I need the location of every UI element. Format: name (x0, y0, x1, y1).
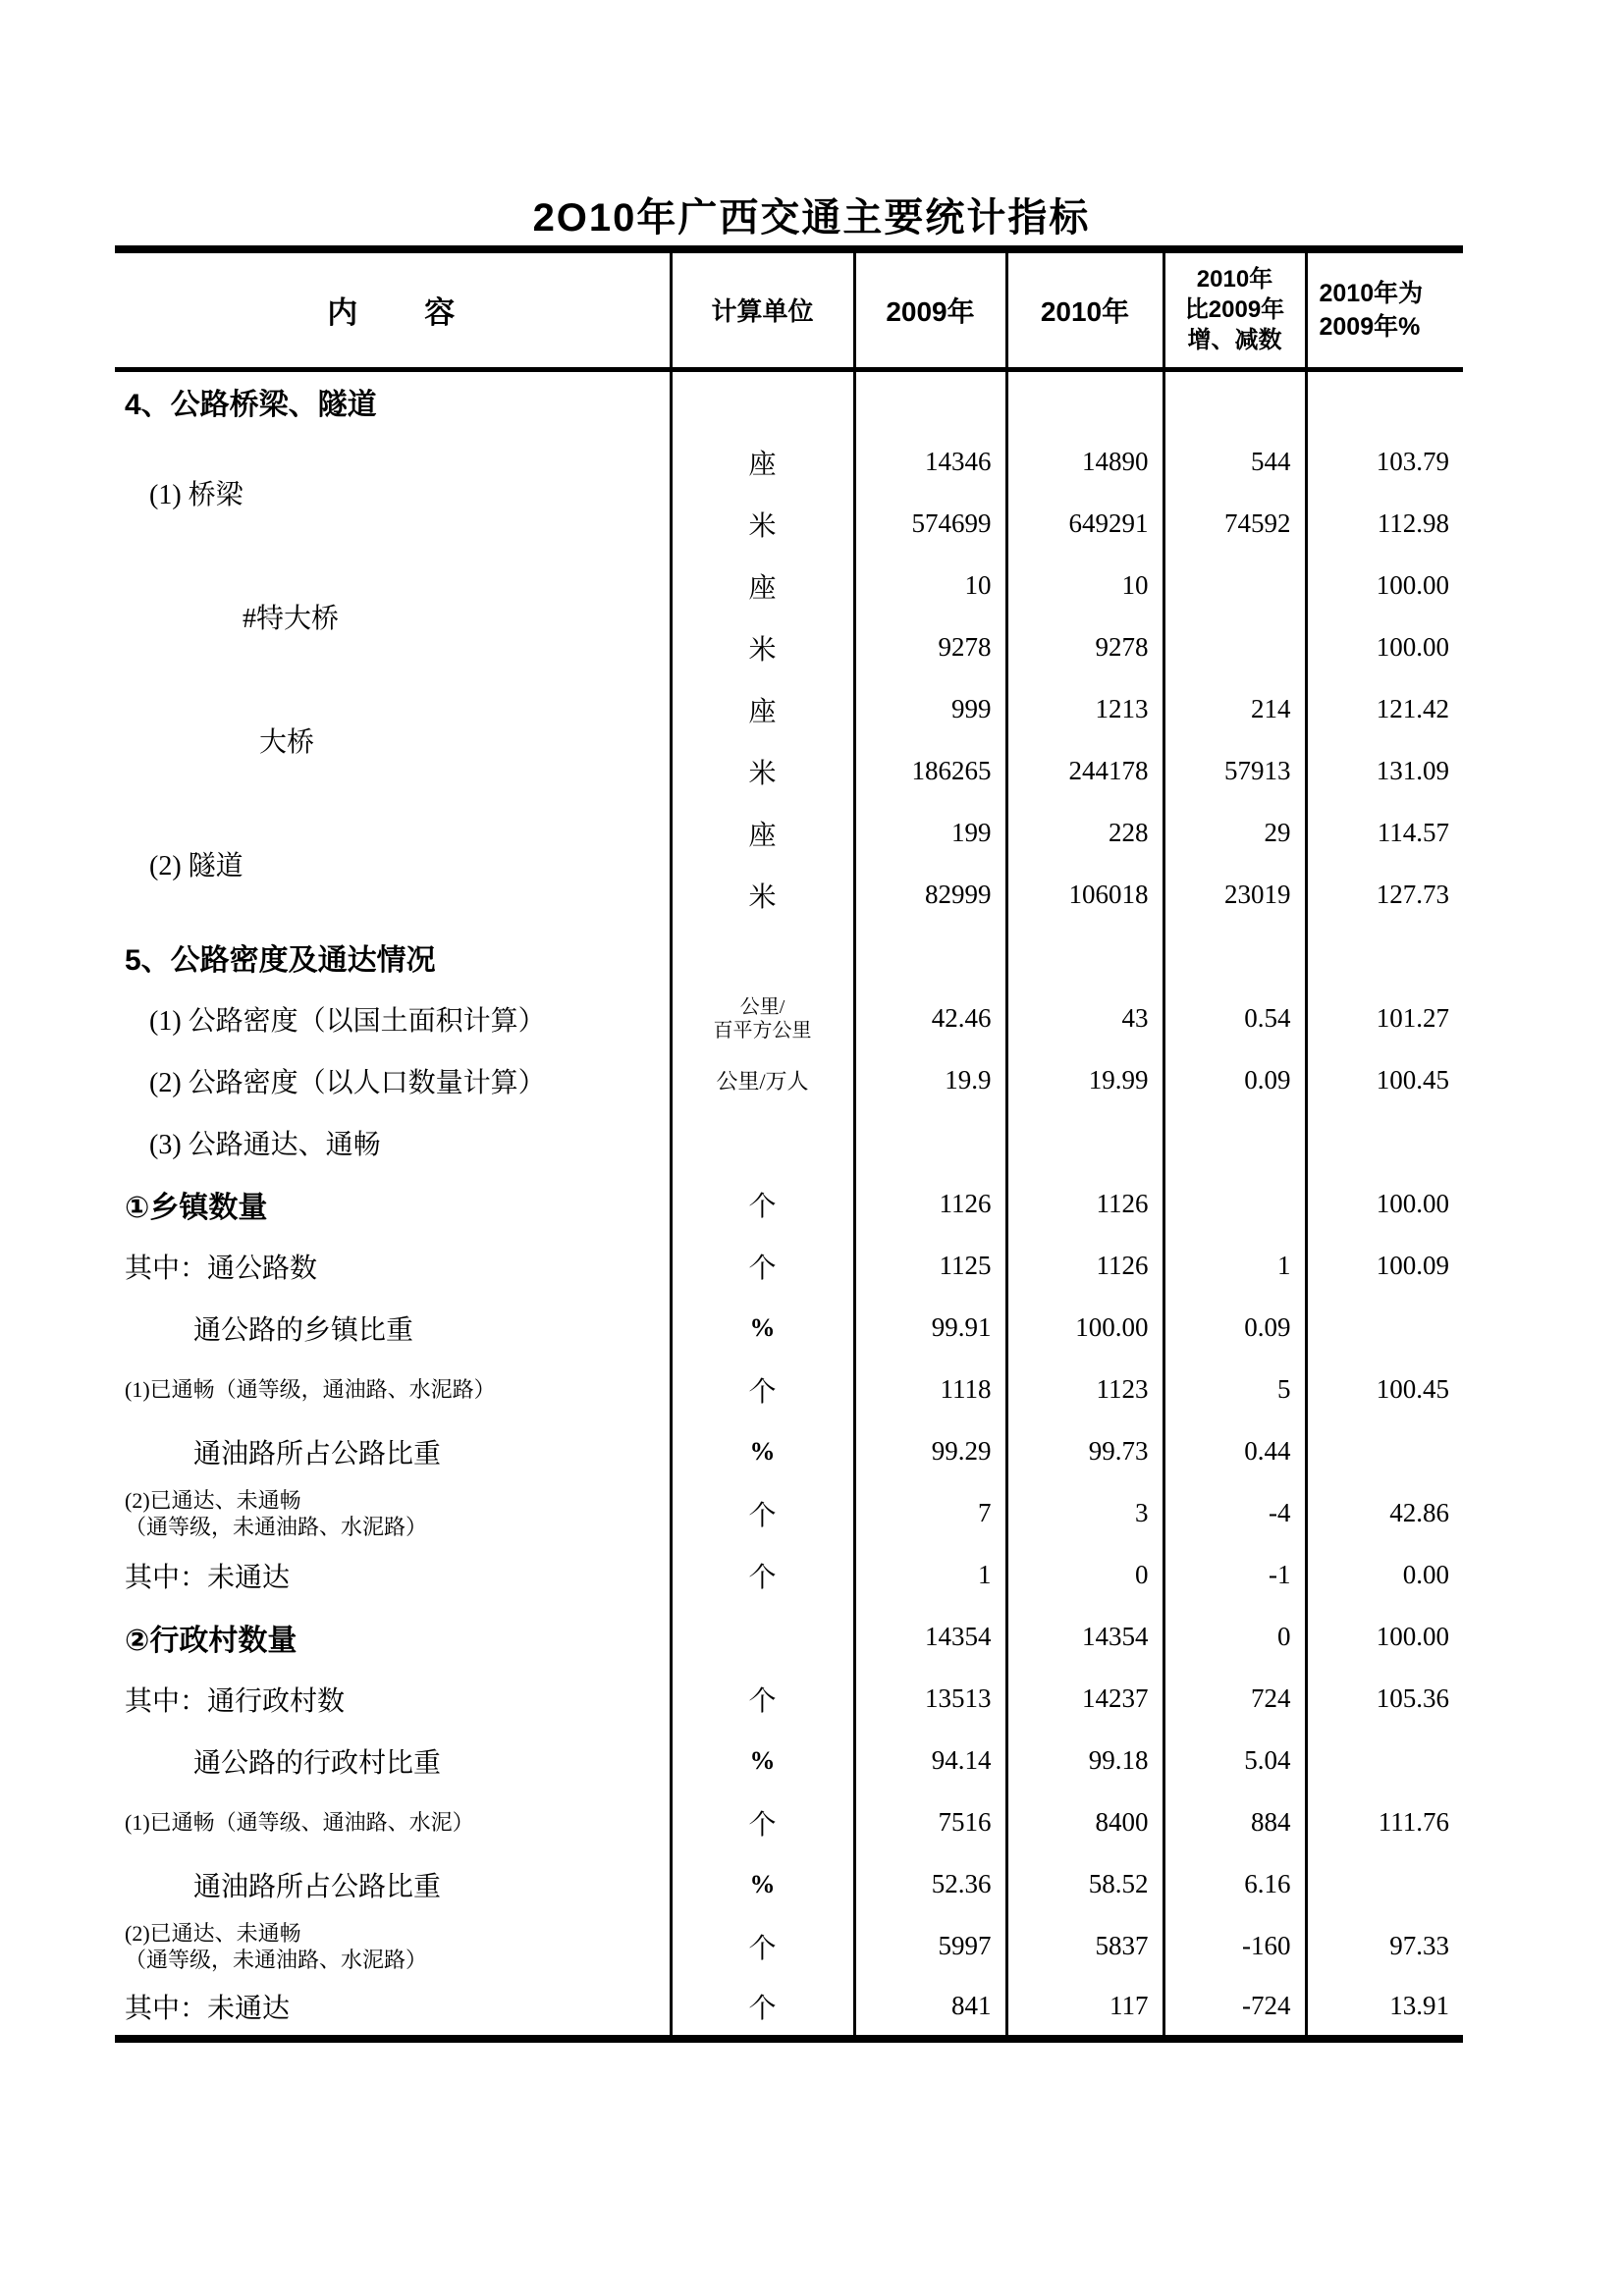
value-2009-cell: 82999 (854, 864, 1006, 926)
diff-cell: 0.44 (1163, 1420, 1306, 1482)
pct-cell: 127.73 (1306, 864, 1463, 926)
value-2009-cell: 999 (854, 678, 1006, 740)
value-2010-cell: 3 (1006, 1482, 1163, 1544)
pct-cell: 97.33 (1306, 1915, 1463, 1977)
row-label: 通油路所占公路比重 (193, 1871, 442, 1902)
value-2010-cell (1006, 926, 1163, 988)
value-2009-cell: 186265 (854, 740, 1006, 802)
row-label: 通油路所占公路比重 (193, 1438, 442, 1469)
value-2009-cell (854, 369, 1006, 431)
unit-cell: 公里/万人 (671, 1049, 854, 1111)
value-2009-cell: 1118 (854, 1359, 1006, 1420)
unit-cell: 米 (671, 616, 854, 678)
value-2009-cell: 99.29 (854, 1420, 1006, 1482)
row-label: 其中：通公路数 (125, 1253, 318, 1284)
section-row (115, 1173, 1463, 1235)
table-row (115, 1977, 1463, 2039)
col-header-2009: 2009年 (854, 249, 1006, 369)
diff-cell: 29 (1163, 802, 1306, 864)
diff-cell: -724 (1163, 1977, 1306, 2039)
pct-cell: 100.00 (1306, 1606, 1463, 1668)
row-label: 4、公路桥梁、隧道 (125, 388, 377, 421)
row-label: #特大桥 (243, 604, 340, 634)
header-row (115, 249, 1463, 369)
row-label: ②行政村数量 (125, 1624, 298, 1657)
unit-cell: 个 (671, 1791, 854, 1853)
value-2009-cell: 14354 (854, 1606, 1006, 1668)
pct-cell: 100.45 (1306, 1049, 1463, 1111)
page-title: 2O10年广西交通主要统计指标 (532, 196, 1091, 240)
row-label: 其中：未通达 (125, 1993, 291, 2024)
value-2010-cell: 10 (1006, 555, 1163, 616)
pct-cell: 103.79 (1306, 431, 1463, 493)
diff-cell: -1 (1163, 1544, 1306, 1606)
pct-cell (1306, 1420, 1463, 1482)
value-2010-cell: 0 (1006, 1544, 1163, 1606)
diff-cell: 0.09 (1163, 1049, 1306, 1111)
value-2010-cell: 1213 (1006, 678, 1163, 740)
value-2010-cell: 8400 (1006, 1791, 1163, 1853)
diff-cell: 544 (1163, 431, 1306, 493)
row-label: (3) 公路通达、通畅 (149, 1129, 381, 1160)
value-2009-cell: 574699 (854, 493, 1006, 555)
diff-cell: 0 (1163, 1606, 1306, 1668)
table-row (115, 1730, 1463, 1791)
value-2009-cell: 841 (854, 1977, 1006, 2039)
row-label: 通公路的行政村比重 (193, 1747, 442, 1779)
value-2009-cell: 7 (854, 1482, 1006, 1544)
unit-cell: 个 (671, 1482, 854, 1544)
diff-cell: 884 (1163, 1791, 1306, 1853)
value-2010-cell (1006, 1111, 1163, 1173)
value-2009-cell: 199 (854, 802, 1006, 864)
table-row (115, 1297, 1463, 1359)
value-2010-cell: 58.52 (1006, 1853, 1163, 1915)
value-2009-cell: 14346 (854, 431, 1006, 493)
pct-cell (1306, 1297, 1463, 1359)
value-2010-cell: 100.00 (1006, 1297, 1163, 1359)
table-row (115, 1111, 1463, 1173)
unit-cell: 座 (671, 555, 854, 616)
value-2009-cell: 1125 (854, 1235, 1006, 1297)
value-2010-cell: 1126 (1006, 1235, 1163, 1297)
diff-cell (1163, 555, 1306, 616)
value-2010-cell: 99.18 (1006, 1730, 1163, 1791)
unit-cell: 座 (671, 678, 854, 740)
diff-cell: 74592 (1163, 493, 1306, 555)
value-2010-cell: 1126 (1006, 1173, 1163, 1235)
unit-cell: % (671, 1730, 854, 1791)
table-row (115, 1235, 1463, 1297)
col-header-content: 内 容 (115, 249, 671, 369)
table-row (115, 802, 1463, 864)
diff-cell (1163, 616, 1306, 678)
unit-cell: 个 (671, 1915, 854, 1977)
pct-cell: 100.45 (1306, 1359, 1463, 1420)
row-label: 5、公路密度及通达情况 (125, 943, 436, 977)
diff-cell (1163, 1111, 1306, 1173)
diff-cell: 6.16 (1163, 1853, 1306, 1915)
pct-cell: 112.98 (1306, 493, 1463, 555)
row-label: (2) 隧道 (149, 851, 243, 881)
unit-cell: 个 (671, 1359, 854, 1420)
value-2010-cell: 19.99 (1006, 1049, 1163, 1111)
unit-cell: 个 (671, 1977, 854, 2039)
diff-cell (1163, 369, 1306, 431)
table-row (115, 988, 1463, 1049)
value-2009-cell: 10 (854, 555, 1006, 616)
pct-cell (1306, 369, 1463, 431)
diff-cell: 5.04 (1163, 1730, 1306, 1791)
pct-cell: 100.09 (1306, 1235, 1463, 1297)
diff-cell: 0.54 (1163, 988, 1306, 1049)
pct-cell (1306, 1853, 1463, 1915)
pct-cell: 42.86 (1306, 1482, 1463, 1544)
diff-cell: 0.09 (1163, 1297, 1306, 1359)
value-2010-cell: 99.73 (1006, 1420, 1163, 1482)
pct-cell: 131.09 (1306, 740, 1463, 802)
value-2009-cell (854, 1111, 1006, 1173)
value-2009-cell: 13513 (854, 1668, 1006, 1730)
unit-cell (671, 369, 854, 431)
value-2009-cell: 9278 (854, 616, 1006, 678)
value-2010-cell: 5837 (1006, 1915, 1163, 1977)
diff-cell: 214 (1163, 678, 1306, 740)
value-2010-cell: 244178 (1006, 740, 1163, 802)
unit-cell: 米 (671, 864, 854, 926)
diff-cell: 724 (1163, 1668, 1306, 1730)
table-row (115, 431, 1463, 493)
col-header-unit: 计算单位 (671, 249, 854, 369)
value-2009-cell: 42.46 (854, 988, 1006, 1049)
diff-cell (1163, 926, 1306, 988)
row-label: (1)已通畅（通等级、通油路、水泥） (125, 1810, 474, 1835)
unit-cell: 个 (671, 1235, 854, 1297)
unit-cell: 个 (671, 1173, 854, 1235)
value-2010-cell: 14354 (1006, 1606, 1163, 1668)
pct-cell: 100.00 (1306, 555, 1463, 616)
value-2009-cell: 1126 (854, 1173, 1006, 1235)
table-row (115, 1853, 1463, 1915)
unit-cell: 公里/ 百平方公里 (671, 988, 854, 1049)
pct-cell (1306, 1730, 1463, 1791)
value-2009-cell: 94.14 (854, 1730, 1006, 1791)
unit-cell (671, 1606, 854, 1668)
row-label: 通公路的乡镇比重 (193, 1314, 414, 1346)
value-2010-cell: 228 (1006, 802, 1163, 864)
col-header-diff: 2010年 比2009年 增、减数 (1163, 249, 1306, 369)
row-label: 其中：通行政村数 (125, 1685, 346, 1717)
unit-cell (671, 926, 854, 988)
row-label: (1)已通畅（通等级，通油路、水泥路） (125, 1377, 496, 1402)
table-row (115, 678, 1463, 740)
value-2010-cell: 117 (1006, 1977, 1163, 2039)
pct-cell: 111.76 (1306, 1791, 1463, 1853)
table-row (115, 1420, 1463, 1482)
section-row (115, 1606, 1463, 1668)
table-row (115, 1482, 1463, 1544)
row-label: (2)已通达、未通畅 （通等级，未通油路、水泥路） (125, 1487, 428, 1539)
row-label: 其中：未通达 (125, 1562, 291, 1593)
table-row (115, 555, 1463, 616)
table-row (115, 1049, 1463, 1111)
unit-cell: % (671, 1853, 854, 1915)
value-2010-cell: 106018 (1006, 864, 1163, 926)
pct-cell (1306, 1111, 1463, 1173)
section-row (115, 926, 1463, 988)
pct-cell: 0.00 (1306, 1544, 1463, 1606)
diff-cell: -4 (1163, 1482, 1306, 1544)
unit-cell: 座 (671, 431, 854, 493)
col-header-2010: 2010年 (1006, 249, 1163, 369)
unit-cell: 个 (671, 1544, 854, 1606)
pct-cell: 13.91 (1306, 1977, 1463, 2039)
value-2009-cell: 1 (854, 1544, 1006, 1606)
value-2009-cell: 52.36 (854, 1853, 1006, 1915)
value-2010-cell: 649291 (1006, 493, 1163, 555)
pct-cell: 114.57 (1306, 802, 1463, 864)
row-label: (1) 桥梁 (149, 480, 243, 510)
pct-cell: 100.00 (1306, 616, 1463, 678)
diff-cell: 57913 (1163, 740, 1306, 802)
col-header-pct: 2010年为 2009年% (1306, 249, 1463, 369)
value-2010-cell: 14237 (1006, 1668, 1163, 1730)
pct-cell (1306, 926, 1463, 988)
row-label: (2) 公路密度（以人口数量计算） (149, 1067, 546, 1098)
row-label: ①乡镇数量 (125, 1191, 268, 1224)
unit-cell: 米 (671, 493, 854, 555)
value-2010-cell: 1123 (1006, 1359, 1163, 1420)
value-2010-cell (1006, 369, 1163, 431)
value-2010-cell: 14890 (1006, 431, 1163, 493)
table-row (115, 1791, 1463, 1853)
unit-cell: % (671, 1420, 854, 1482)
pct-cell: 100.00 (1306, 1173, 1463, 1235)
unit-cell: % (671, 1297, 854, 1359)
value-2009-cell: 19.9 (854, 1049, 1006, 1111)
row-label: 大桥 (259, 727, 315, 758)
diff-cell: -160 (1163, 1915, 1306, 1977)
value-2010-cell: 43 (1006, 988, 1163, 1049)
table-row (115, 1668, 1463, 1730)
unit-cell: 座 (671, 802, 854, 864)
value-2009-cell: 7516 (854, 1791, 1006, 1853)
pct-cell: 121.42 (1306, 678, 1463, 740)
diff-cell: 1 (1163, 1235, 1306, 1297)
table-row (115, 1544, 1463, 1606)
row-label: (2)已通达、未通畅 （通等级，未通油路、水泥路） (125, 1920, 428, 1972)
table-row (115, 1359, 1463, 1420)
diff-cell: 5 (1163, 1359, 1306, 1420)
diff-cell: 23019 (1163, 864, 1306, 926)
unit-cell (671, 1111, 854, 1173)
unit-cell: 米 (671, 740, 854, 802)
unit-cell: 个 (671, 1668, 854, 1730)
table-row (115, 1915, 1463, 1977)
diff-cell (1163, 1173, 1306, 1235)
value-2009-cell: 5997 (854, 1915, 1006, 1977)
pct-cell: 101.27 (1306, 988, 1463, 1049)
pct-cell: 105.36 (1306, 1668, 1463, 1730)
value-2010-cell: 9278 (1006, 616, 1163, 678)
stats-table (115, 245, 1463, 2043)
row-label: (1) 公路密度（以国土面积计算） (149, 1005, 546, 1037)
value-2009-cell (854, 926, 1006, 988)
section-row (115, 369, 1463, 431)
value-2009-cell: 99.91 (854, 1297, 1006, 1359)
